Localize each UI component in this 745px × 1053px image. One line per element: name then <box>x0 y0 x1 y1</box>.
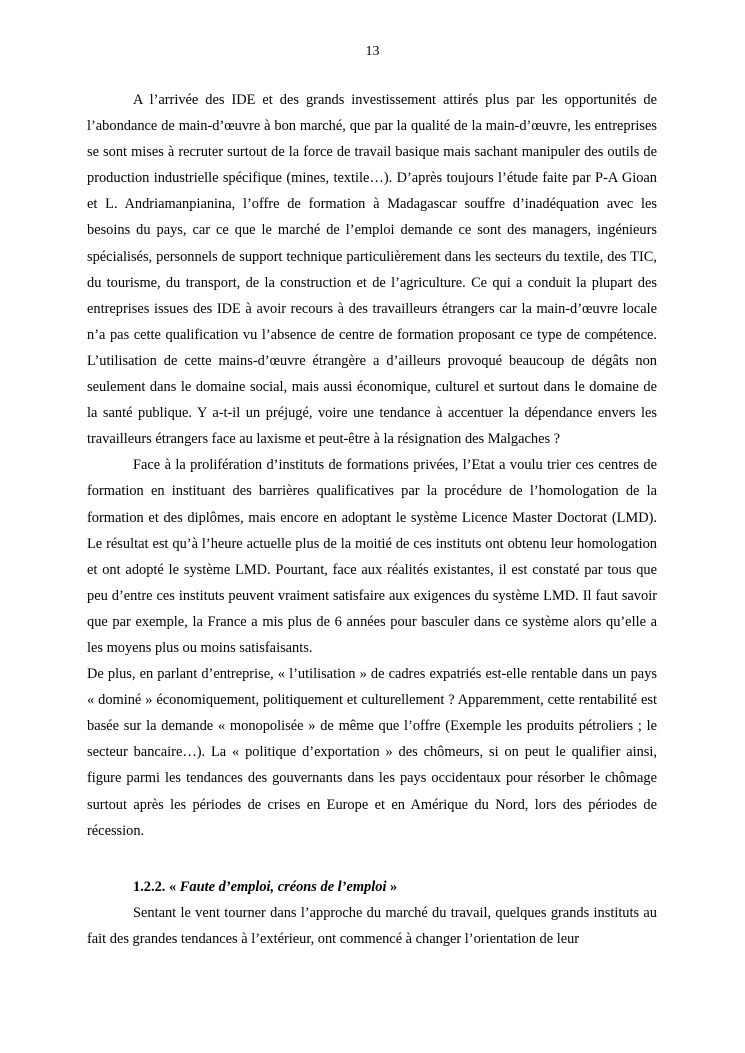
body-text-section <box>87 874 657 952</box>
section-number: 1.2.2. <box>133 879 166 895</box>
paragraph-expatriate-executives: De plus, en parlant d’entreprise, « l’utilisation » de cadres expatriés est-elle rentable dans un pays « dominé » économiquement, politiquement et culturellement ? Apparemment, cette rentabilité est basée sur la demande « monopolisée » de même que l’offre (Exemple les produits pétroliers ; le secteur bancaire…). La « politique d’exportation » des chômeurs, si on peut le qualifier ainsi, figure parmi les tendances des gouvernants dans les pays occidentaux pour résorber le chômage surtout après les périodes de crises en Europe et en Amérique du Nord, lors des périodes de récession. <box>87 666 657 839</box>
page-number: 13 <box>365 44 380 59</box>
section-close-quote: » <box>386 879 398 895</box>
paragraph-ide-workforce: A l’arrivée des IDE et des grands investissement attirés plus par les opportunités de l’abondance de main-d’œuvre à bon marché, que par la qualité de la main-d’œuvre, les entreprises se sont mises à recruter surtout de la force de travail basique mais sachant manipuler des outils de production industrielle spécifique (mines, textile…). D’après toujours l’étude faite par P-A Gioan et L. Andriamanpianina, l’offre de formation à Madagascar souffre d’inadéquation avec les besoins du pays, car ce que le marché de l’emploi demande ce sont des managers, ingénieurs spécialisés, personnels de support technique particulièrement dans les secteurs du textile, des TIC, du tourisme, du transport, de la construction et de l’agriculture. Ce qui a conduit la plupart des entreprises issues des IDE à avoir recours à des travailleurs étrangers car la main-d’œuvre locale n’a pas cette qualification vu l’absence de centre de formation proposant ce type de compétence. L’utilisation de cette mains-d’œuvre étrangère a d’ailleurs provoqué beaucoup de dégâts non seulement dans le domaine social, mais aussi économique, culturel et surtout dans le domaine de la santé publique. Y a-t-il un préjugé, voire une tendance à accentuer la dépendance envers les travailleurs étrangers face au laxisme et peut-être à la résignation des Malgaches ? <box>87 92 657 448</box>
section-heading <box>87 874 657 900</box>
body-text-top <box>87 87 657 844</box>
paragraph-section-intro: Sentant le vent tourner dans l’approche du marché du travail, quelques grands instituts au fait des grandes tendances à l’extérieur, ont commencé à changer l’orientation de leur <box>87 905 657 948</box>
paragraph-private-institutes: Face à la prolifération d’instituts de formations privées, l’Etat a voulu trier ces centres de formation en instituant des barrières qualificatives par la procédure de l’homologation de la formation et des diplômes, mais encore en adoptant le système Licence Master Doctorat (LMD). Le résultat est qu’à l’heure actuelle plus de la moitié de ces instituts ont obtenu leur homologation et ont adopté le système LMD. Pourtant, face aux réalités existantes, il est constaté par tous que peu d’entre ces instituts peuvent vraiment satisfaire aux exigences du système LMD. Il faut savoir que par exemple, la France a mis plus de 6 années pour basculer dans ce système alors qu’elle a les moyens plus ou moins satisfaisants. <box>87 457 657 656</box>
section-title: Faute d’emploi, créons de l’emploi <box>179 879 387 895</box>
section-open-quote: « <box>169 879 180 895</box>
